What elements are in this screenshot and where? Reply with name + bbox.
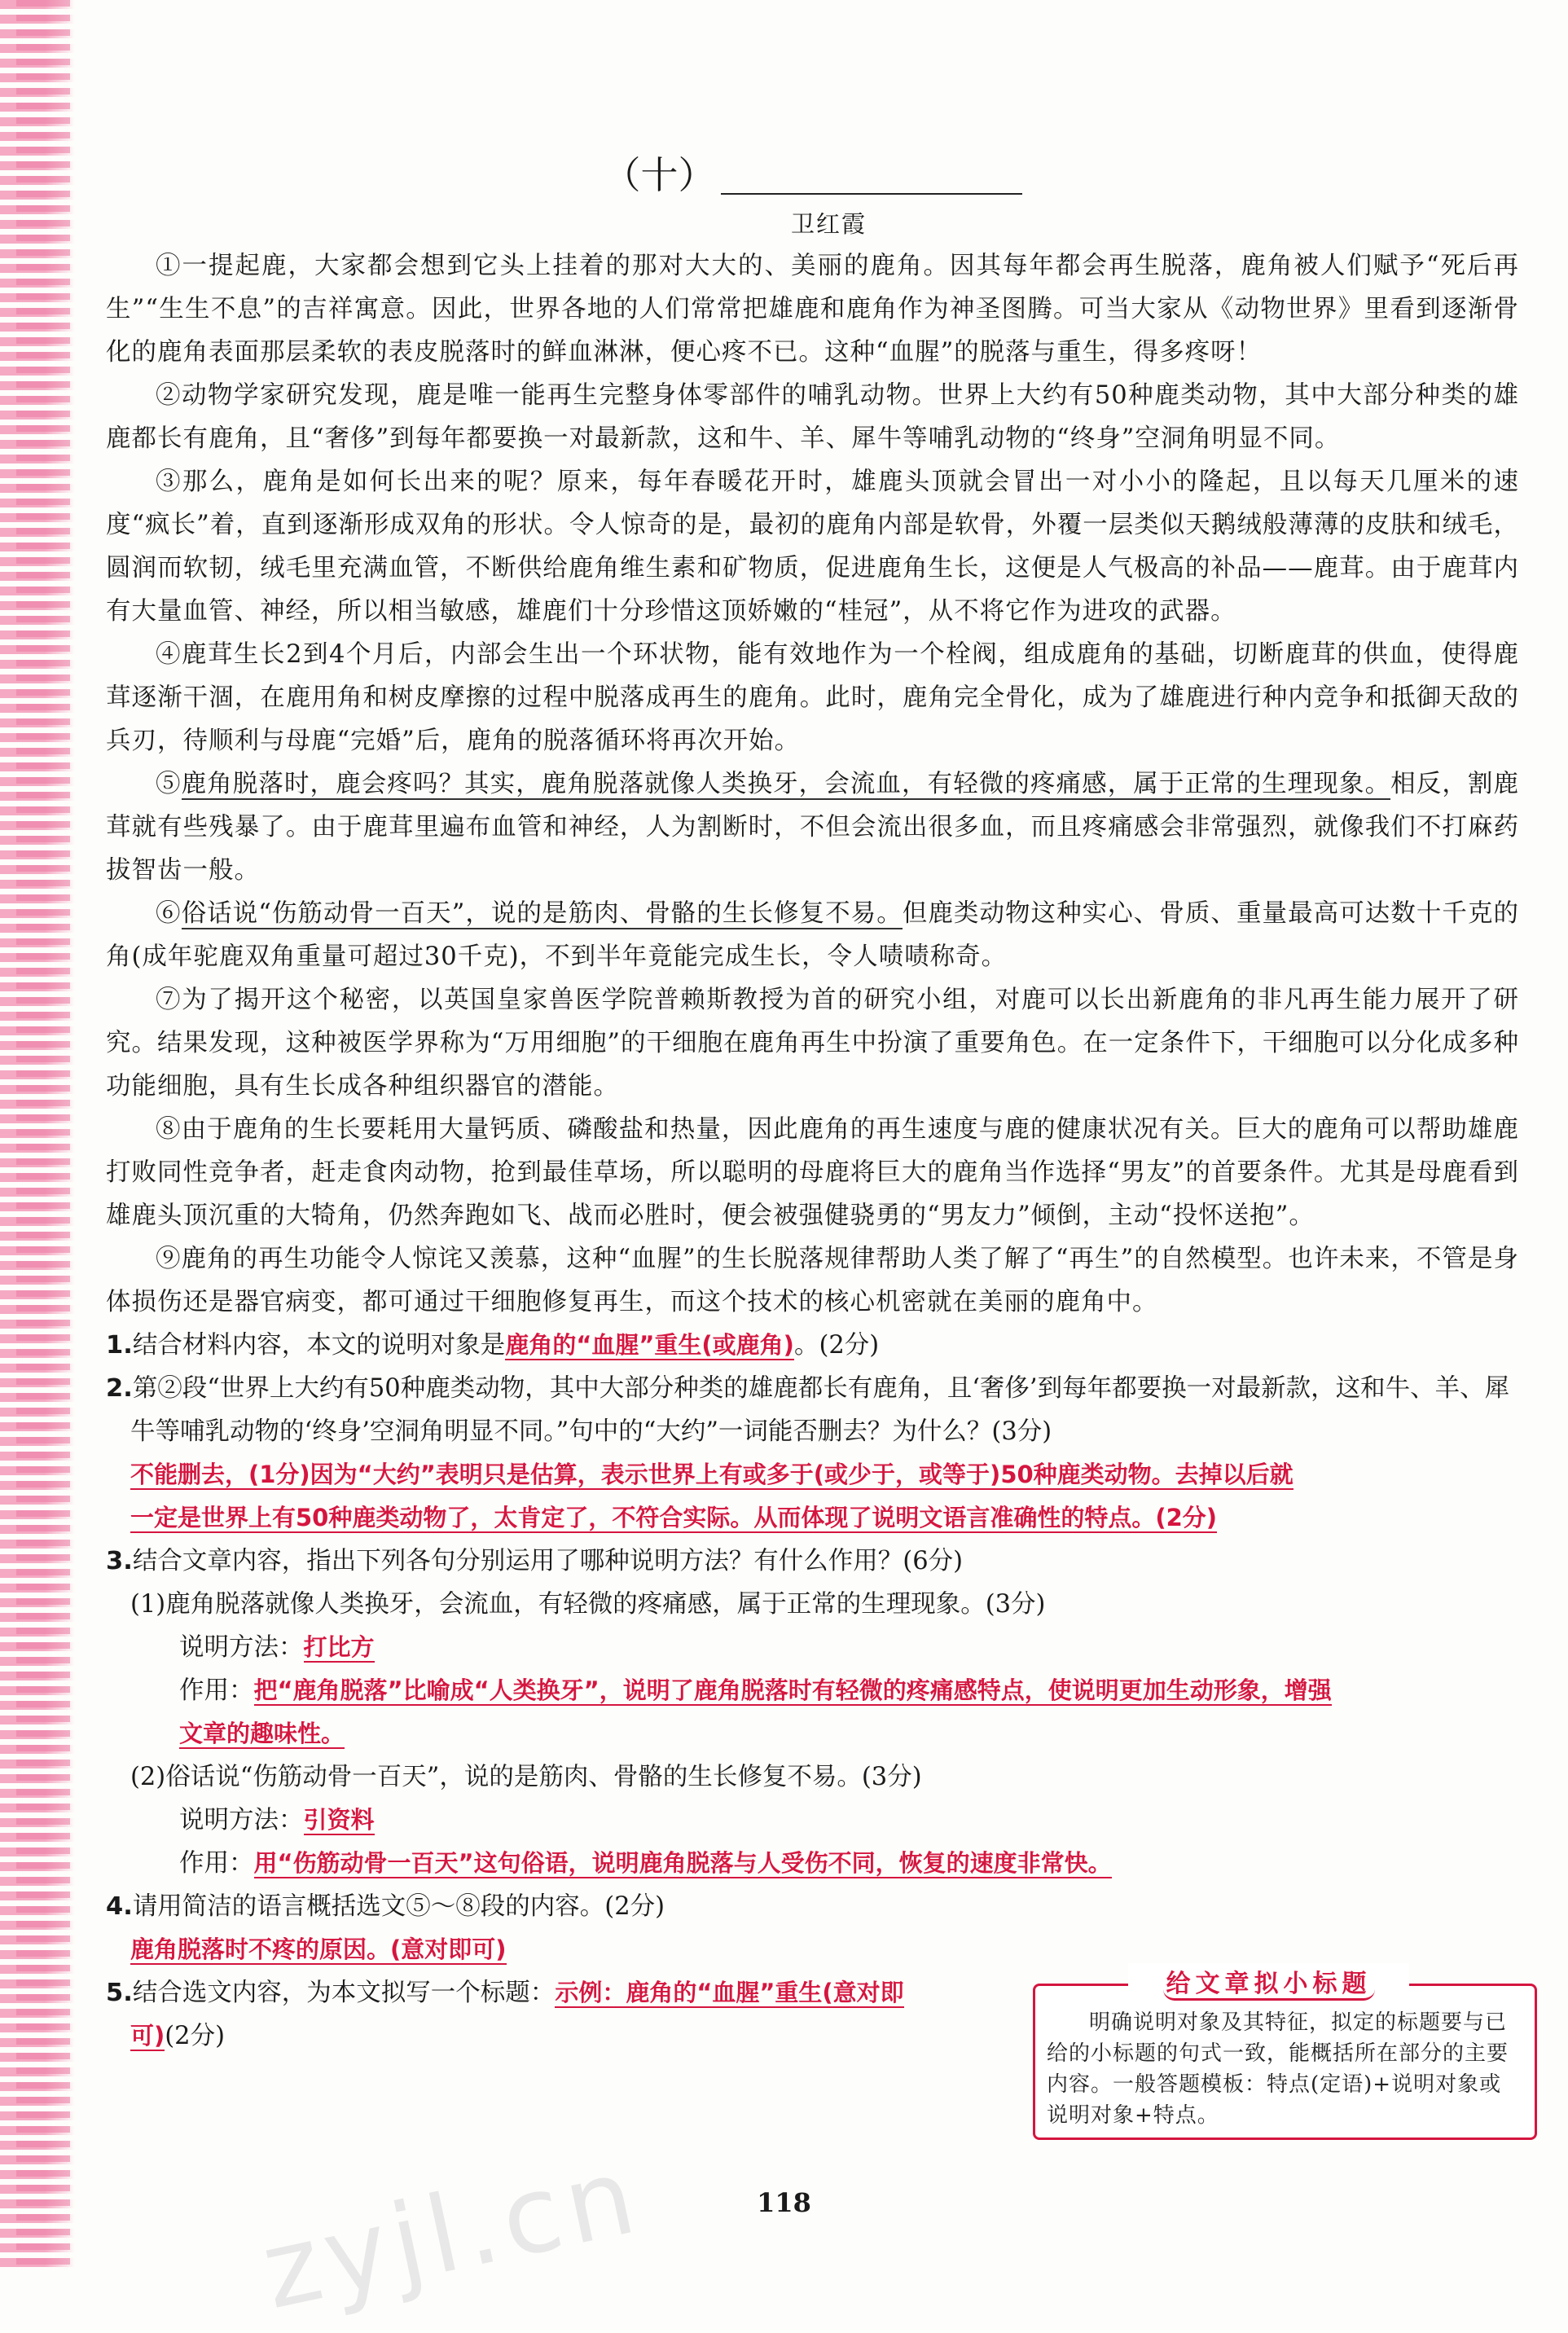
paragraph-9: ⑨鹿角的再生功能令人惊诧又羡慕，这种“血腥”的生长脱落规律帮助人类了解了“再生”的自然模型。也许未来，不管是身体损伤还是器官病变，都可通过干细胞修复再生，而这个技术的核心机密就在美丽的鹿角中。 xyxy=(106,1245,1519,1316)
answer-5-cont: 可)(2分) xyxy=(130,2022,225,2050)
question-3-method-1: 说明方法：打比方 xyxy=(179,1633,375,1662)
question-3-effect-2: 作用：用“伤筋动骨一百天”这句俗语，说明鹿角脱落与人受伤不同，恢复的速度非常快。 xyxy=(179,1849,1112,1878)
question-1: 1.结合材料内容，本文的说明对象是鹿角的“血腥”重生(或鹿角)。(2分) xyxy=(106,1331,880,1360)
paragraph-7: ⑦为了揭开这个秘密，以英国皇家兽医学院普赖斯教授为首的研究小组，对鹿可以长出新鹿角的非凡再生能力展开了研究。结果发现，这种被医学界称为“万用细胞”的干细胞在鹿角再生中扮演了重要角色。在一定条件下，干细胞可以分化成多种功能细胞，具有生长成各种组织器官的潜能。 xyxy=(106,986,1519,1101)
paragraph-4: ④鹿茸生长2到4个月后，内部会生出一个环状物，能有效地作为一个栓阀，组成鹿角的基础，切断鹿茸的供血，使得鹿茸逐渐干涸，在鹿用角和树皮摩擦的过程中脱落成再生的鹿角。此时，鹿角完全骨化，成为了雄鹿进行种内竞争和抵御天敌的兵刃，待顺利与母鹿“完婚”后，鹿角的脱落循环将再次开始。 xyxy=(106,640,1519,755)
answer-4: 鹿角脱落时不疼的原因。(意对即可) xyxy=(130,1935,507,1963)
paragraph-3: ③那么，鹿角是如何长出来的呢？原来，每年春暖花开时，雄鹿头顶就会冒出一对小小的隆起，且以每天几厘米的速度“疯长”着，直到逐渐形成双角的形状。令人惊奇的是，最初的鹿角内部是软骨，外覆一层类似天鹅绒般薄薄的皮肤和绒毛，圆润而软韧，绒毛里充满血管，不断供给鹿角维生素和矿物质，促进鹿角生长，这便是人气极高的补品——鹿茸。由于鹿茸内有大量血管、神经，所以相当敏感，雄鹿们十分珍惜这顶娇嫩的“桂冠”，从不将它作为进攻的武器。 xyxy=(106,468,1519,626)
answer-1: 鹿角的“血腥”重生(或鹿角) xyxy=(505,1331,794,1359)
paragraph-6: ⑥俗话说“伤筋动骨一百天”，说的是筋肉、骨骼的生长修复不易。但鹿类动物这种实心、骨质、重量最高可达数十千克的角(成年驼鹿双角重量可超过30千克)，不到半年竟能完成生长，令人啧啧称奇。 xyxy=(106,899,1520,971)
question-3-sub-1: (1)鹿角脱落就像人类换牙，会流血，有轻微的疼痛感，属于正常的生理现象。(3分) xyxy=(130,1590,1046,1619)
answer-5: 示例：鹿角的“血腥”重生(意对即 xyxy=(555,1979,904,2006)
page-number: 118 xyxy=(757,2187,811,2218)
paragraph-2: ②动物学家研究发现，鹿是唯一能再生完整身体零部件的哺乳动物。世界上大约有50种鹿类动物，其中大部分种类的雄鹿都长有鹿角，且“奢侈”到每年都要换一对最新款，这和牛、羊、犀牛等哺乳动物的“终身”空洞角明显不同。 xyxy=(106,381,1519,453)
question-3: 3.结合文章内容，指出下列各句分别运用了哪种说明方法？有什么作用？(6分) xyxy=(106,1547,964,1575)
tip-title: 给文章拟小标题 xyxy=(1128,1963,1409,1999)
answer-3-effect-2: 用“伤筋动骨一百天”这句俗语，说明鹿角脱落与人受伤不同，恢复的速度非常快。 xyxy=(253,1849,1112,1877)
answer-3-method-2: 引资料 xyxy=(303,1806,375,1834)
question-3-effect-1: 作用：把“鹿角脱落”比喻成“人类换牙”，说明了鹿角脱落时有轻微的疼痛感特点，使说明更加生动形象，增强 文章的趣味性。 xyxy=(179,1676,1332,1747)
article-title xyxy=(106,151,1519,200)
answer-3-effect-1: 把“鹿角脱落”比喻成“人类换牙”，说明了鹿角脱落时有轻微的疼痛感特点，使说明更加生动形象，增强 xyxy=(253,1676,1332,1704)
question-2: 2.第②段“世界上大约有50种鹿类动物，其中大部分种类的雄鹿都长有鹿角，且‘奢侈’到每年都要换一对最新款，这和牛、羊、犀牛等哺乳动物的‘终身’空洞角明显不同。”句中的“大约”一词能否删去？为什么？(3分) xyxy=(106,1374,1510,1446)
author: 卫红霞 xyxy=(790,210,867,238)
tip-box xyxy=(1033,1984,1537,2140)
paragraph-8: ⑧由于鹿角的生长要耗用大量钙质、磷酸盐和热量，因此鹿角的再生速度与鹿的健康状况有关。巨大的鹿角可以帮助雄鹿打败同性竞争者，赶走食肉动物，抢到最佳草场，所以聪明的母鹿将巨大的鹿角当作选择“男友”的首要条件。尤其是母鹿看到雄鹿头顶沉重的大犄角，仍然奔跑如飞、战而必胜时，便会被强健骁勇的“男友力”倾倒，主动“投怀送抱”。 xyxy=(106,1115,1519,1230)
paragraph-1: ①一提起鹿，大家都会想到它头上挂着的那对大大的、美丽的鹿角。因其每年都会再生脱落，鹿角被人们赋予“死后再生”“生生不息”的吉祥寓意。因此，世界各地的人们常常把雄鹿和鹿角作为神圣图腾。可当大家从《动物世界》里看到逐渐骨化的鹿角表面那层柔软的表皮脱落时的鲜血淋淋，便心疼不已。这种“血腥”的脱落与重生，得多疼呀！ xyxy=(106,252,1519,367)
underlined-sentence-2: 俗话说“伤筋动骨一百天”，说的是筋肉、骨骼的生长修复不易。 xyxy=(181,899,903,928)
article-number: （十） xyxy=(603,153,716,197)
page-content xyxy=(106,151,1519,2058)
underlined-sentence-1: 鹿角脱落时，鹿会疼吗？其实，鹿角脱落就像人类换牙，会流血，有轻微的疼痛感，属于正常的生理现象。 xyxy=(181,770,1391,798)
answer-2: 不能删去，(1分)因为“大约”表明只是估算，表示世界上有或多于(或少于，或等于)50种鹿类动物。去掉以后就 一定是世界上有50种鹿类动物了，太肯定了，不符合实际。从而体现了说明文语言准确性的特点。(2分) xyxy=(130,1461,1293,1531)
question-3-method-2: 说明方法：引资料 xyxy=(179,1806,375,1834)
watermark: zyjl.cn xyxy=(252,2132,652,2333)
left-edge-binding-stripes xyxy=(16,0,70,2271)
paragraph-5: ⑤鹿角脱落时，鹿会疼吗？其实，鹿角脱落就像人类换牙，会流血，有轻微的疼痛感，属于正常的生理现象。相反，割鹿茸就有些残暴了。由于鹿茸里遍布血管和神经，人为割断时，不但会流出很多血，而且疼痛感会非常强烈，就像我们不打麻药拔智齿一般。 xyxy=(106,770,1520,885)
question-3-sub-2: (2)俗话说“伤筋动骨一百天”，说的是筋肉、骨骼的生长修复不易。(3分) xyxy=(130,1763,922,1791)
title-blank xyxy=(721,162,1022,195)
answer-3-method-1: 打比方 xyxy=(303,1633,375,1661)
question-5: 5.结合选文内容，为本文拟写一个标题：示例：鹿角的“血腥”重生(意对即 xyxy=(106,1979,904,2007)
question-4: 4.请用简洁的语言概括选文⑤～⑧段的内容。(2分) xyxy=(106,1892,665,1921)
tip-body: 明确说明对象及其特征，拟定的标题要与已给的小标题的句式一致，能概括所在部分的主要内容。一般答题模板：特点(定语)+说明对象或说明对象+特点。 xyxy=(1047,2010,1509,2128)
